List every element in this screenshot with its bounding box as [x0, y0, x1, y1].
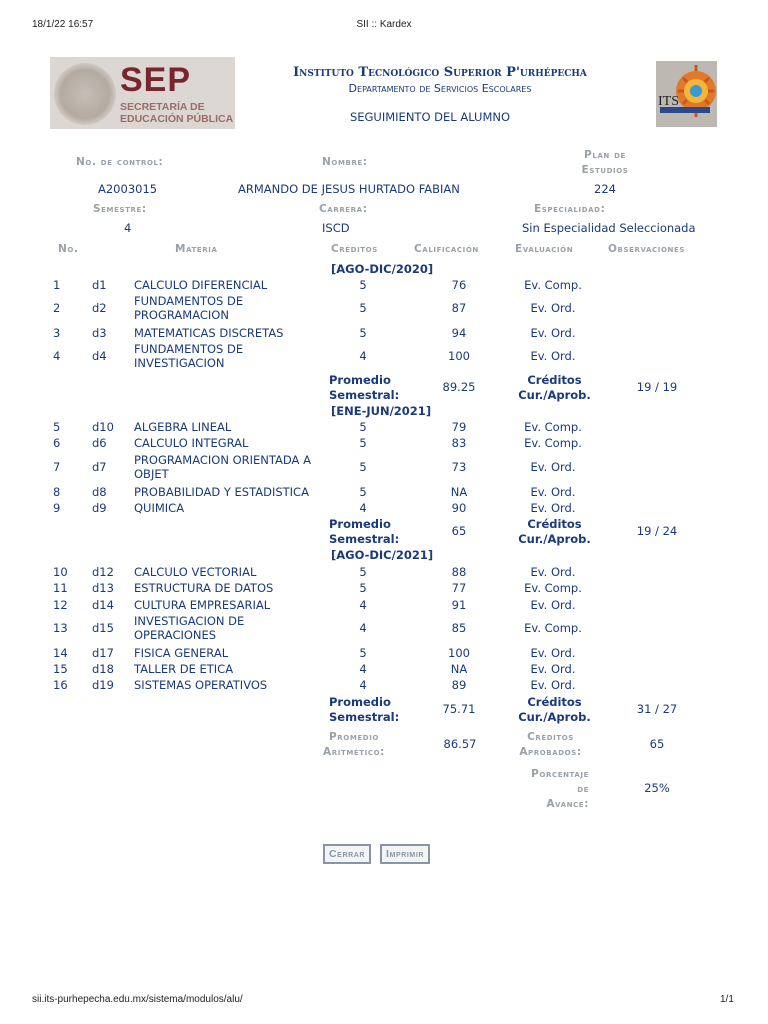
promedio-semestral-value: 65 [451, 524, 467, 538]
row-materia: PROBABILIDAD Y ESTADISTICA [134, 485, 309, 499]
promedio-semestral-label: Promedio Semestral: [329, 373, 400, 402]
its-logo [656, 61, 717, 127]
row-calificacion: 89 [451, 678, 467, 692]
row-materia: PROGRAMACION ORIENTADA A OBJET [134, 453, 311, 481]
row-materia: CULTURA EMPRESARIAL [134, 598, 271, 612]
row-materia: CALCULO INTEGRAL [134, 436, 249, 450]
row-no: 14 [53, 646, 68, 660]
header-evaluacion: Evaluación [515, 243, 574, 255]
row-clave: d2 [92, 301, 107, 315]
promedio-semestral-label: Promedio Semestral: [329, 695, 400, 724]
row-calificacion: 85 [451, 621, 467, 635]
creditos-cur-aprob-label: Créditos Cur./Aprob. [518, 373, 591, 402]
row-creditos: 5 [359, 436, 367, 450]
row-no: 15 [53, 662, 68, 676]
row-clave: d8 [92, 485, 107, 499]
row-calificacion: 73 [451, 460, 467, 474]
porcentaje-avance-label [516, 767, 589, 812]
row-no: 8 [53, 485, 61, 499]
sep-logo [50, 57, 235, 129]
row-no: 13 [53, 621, 68, 635]
row-calificacion: NA [450, 662, 468, 676]
sep-logo-sub1: SECRETARÍA DE [120, 101, 205, 113]
row-evaluacion: Ev. Ord. [530, 662, 576, 676]
carrera-label: Carrera: [319, 203, 368, 215]
porcentaje-avance-label-2: de [577, 783, 589, 795]
sep-logo-sub2: EDUCACIÓN PÚBLICA [120, 113, 234, 125]
row-no: 7 [53, 460, 61, 474]
row-materia: MATEMATICAS DISCRETAS [134, 326, 284, 340]
row-evaluacion: Ev. Comp. [524, 420, 582, 434]
promedio-semestral-value: 89.25 [442, 380, 476, 394]
creditos-cur-aprob-label: Créditos Cur./Aprob. [518, 695, 591, 724]
row-creditos: 4 [359, 349, 367, 363]
row-clave: d10 [92, 420, 114, 434]
row-clave: d17 [92, 646, 114, 660]
row-no: 16 [53, 678, 68, 692]
row-materia: CALCULO DIFERENCIAL [134, 278, 268, 292]
row-evaluacion: Ev. Ord. [530, 301, 576, 315]
row-creditos: 4 [359, 678, 367, 692]
row-evaluacion: Ev. Ord. [530, 460, 576, 474]
porcentaje-avance-label-1: Porcentaje [531, 768, 589, 780]
row-materia: SISTEMAS OPERATIVOS [134, 678, 268, 692]
row-clave: d3 [92, 326, 107, 340]
plan-label: Plan de Estudios [581, 149, 629, 176]
row-materia: ESTRUCTURA DE DATOS [134, 581, 274, 595]
row-creditos: 5 [359, 646, 367, 660]
promedio-semestral-label: Promedio Semestral: [329, 517, 400, 546]
header-materia: Materia [175, 243, 218, 255]
creditos-aprobados-value: 65 [649, 737, 665, 751]
row-calificacion: 87 [451, 301, 467, 315]
control-value: A2003015 [98, 182, 158, 196]
row-clave: d19 [92, 678, 114, 692]
row-no: 4 [53, 349, 61, 363]
creditos-cur-aprob-label: Créditos Cur./Aprob. [518, 517, 591, 546]
nombre-label: Nombre: [322, 156, 368, 168]
row-clave: d9 [92, 501, 107, 515]
especialidad-value: Sin Especialidad Seleccionada [522, 221, 696, 235]
row-evaluacion: Ev. Ord. [530, 485, 576, 499]
row-clave: d18 [92, 662, 114, 676]
print-page-count: 1/1 [720, 994, 734, 1005]
control-label: No. de control: [76, 156, 164, 168]
row-no: 11 [53, 581, 68, 595]
row-no: 2 [53, 301, 61, 315]
row-evaluacion: Ev. Comp. [524, 581, 582, 595]
creditos-cur-aprob-value: 19 / 24 [636, 524, 678, 538]
row-materia: ALGEBRA LINEAL [134, 420, 232, 434]
sep-logo-subtitle [120, 101, 233, 125]
row-evaluacion: Ev. Ord. [530, 326, 576, 340]
especialidad-label: Especialidad: [534, 203, 606, 215]
institute-name: Instituto Tecnológico Superior P'urhépecha [293, 65, 587, 80]
row-materia: FUNDAMENTOS DE PROGRAMACION [134, 294, 244, 322]
row-materia: FUNDAMENTOS DE INVESTIGACION [134, 342, 244, 370]
header-creditos: Créditos [331, 243, 378, 255]
section-title: SEGUIMIENTO DEL ALUMNO [349, 110, 511, 124]
row-creditos: 5 [359, 301, 367, 315]
row-calificacion: 91 [451, 598, 467, 612]
row-evaluacion: Ev. Ord. [530, 598, 576, 612]
row-creditos: 5 [359, 581, 367, 595]
promedio-aritmetico-label: Promedio Aritmético: [323, 731, 385, 758]
period-label: [AGO-DIC/2021] [331, 548, 434, 562]
porcentaje-avance-label-3: Avance: [546, 798, 589, 810]
row-materia: TALLER DE ETICA [134, 662, 234, 676]
row-creditos: 5 [359, 420, 367, 434]
row-no: 5 [53, 420, 61, 434]
print-datetime: 18/1/22 16:57 [32, 19, 94, 30]
row-calificacion: 83 [451, 436, 467, 450]
row-creditos: 5 [359, 326, 367, 340]
row-materia: FISICA GENERAL [134, 646, 229, 660]
header-no: No. [58, 243, 79, 255]
row-calificacion: 90 [451, 501, 467, 515]
row-no: 3 [53, 326, 61, 340]
row-creditos: 5 [359, 278, 367, 292]
row-calificacion: 100 [448, 349, 470, 363]
row-no: 12 [53, 598, 68, 612]
row-calificacion: 94 [451, 326, 467, 340]
row-evaluacion: Ev. Ord. [530, 501, 576, 515]
row-evaluacion: Ev. Ord. [530, 565, 576, 579]
carrera-value: ISCD [322, 221, 350, 235]
creditos-aprobados-label: Créditos Aprobados: [519, 731, 582, 758]
creditos-cur-aprob-value: 31 / 27 [636, 702, 678, 716]
row-clave: d4 [92, 349, 107, 363]
semestre-label: Semestre: [93, 203, 147, 215]
print-url: sii.its-purhepecha.edu.mx/sistema/modulos/alu/ [32, 994, 243, 1005]
row-materia: QUIMICA [134, 501, 185, 515]
row-clave: d15 [92, 621, 114, 635]
cerrar-button[interactable]: Cerrar [323, 844, 371, 864]
row-no: 6 [53, 436, 61, 450]
row-creditos: 5 [359, 460, 367, 474]
row-calificacion: 76 [451, 278, 467, 292]
plan-value: 224 [594, 182, 616, 196]
header-calificacion: Calificación [414, 243, 479, 255]
mexico-seal-icon [54, 63, 116, 125]
row-clave: d12 [92, 565, 114, 579]
imprimir-button[interactable]: Imprimir [380, 844, 430, 864]
row-calificacion: NA [450, 485, 468, 499]
porcentaje-avance-value: 25% [644, 781, 670, 795]
row-evaluacion: Ev. Comp. [524, 621, 582, 635]
row-calificacion: 77 [451, 581, 467, 595]
row-no: 10 [53, 565, 68, 579]
semestre-value: 4 [124, 221, 132, 235]
row-no: 9 [53, 501, 61, 515]
row-calificacion: 88 [451, 565, 467, 579]
row-calificacion: 79 [451, 420, 467, 434]
row-creditos: 4 [359, 662, 367, 676]
row-creditos: 5 [359, 485, 367, 499]
row-creditos: 5 [359, 565, 367, 579]
department-name: Departamento de Servicios Escolares [348, 82, 532, 95]
creditos-cur-aprob-value: 19 / 19 [636, 380, 678, 394]
sep-logo-word: SEP [120, 61, 192, 99]
row-evaluacion: Ev. Comp. [524, 436, 582, 450]
promedio-semestral-value: 75.71 [442, 702, 476, 716]
row-calificacion: 100 [448, 646, 470, 660]
row-clave: d13 [92, 581, 114, 595]
row-evaluacion: Ev. Ord. [530, 646, 576, 660]
print-page-title: SII :: Kardex [356, 19, 412, 30]
row-clave: d6 [92, 436, 107, 450]
promedio-aritmetico-value: 86.57 [443, 737, 477, 751]
header-observaciones: Observaciones [608, 243, 686, 255]
row-creditos: 4 [359, 501, 367, 515]
row-clave: d7 [92, 460, 107, 474]
row-clave: d14 [92, 598, 114, 612]
row-materia: INVESTIGACION DE OPERACIONES [134, 614, 245, 642]
its-logo-text: ITS [658, 94, 679, 109]
row-creditos: 4 [359, 598, 367, 612]
row-evaluacion: Ev. Ord. [530, 349, 576, 363]
row-no: 1 [53, 278, 61, 292]
period-label: [AGO-DIC/2020] [331, 262, 434, 276]
row-materia: CALCULO VECTORIAL [134, 565, 257, 579]
nombre-value: ARMANDO DE JESUS HURTADO FABIAN [238, 182, 460, 196]
period-label: [ENE-JUN/2021] [331, 404, 432, 418]
row-evaluacion: Ev. Ord. [530, 678, 576, 692]
row-clave: d1 [92, 278, 107, 292]
row-evaluacion: Ev. Comp. [524, 278, 582, 292]
row-creditos: 4 [359, 621, 367, 635]
